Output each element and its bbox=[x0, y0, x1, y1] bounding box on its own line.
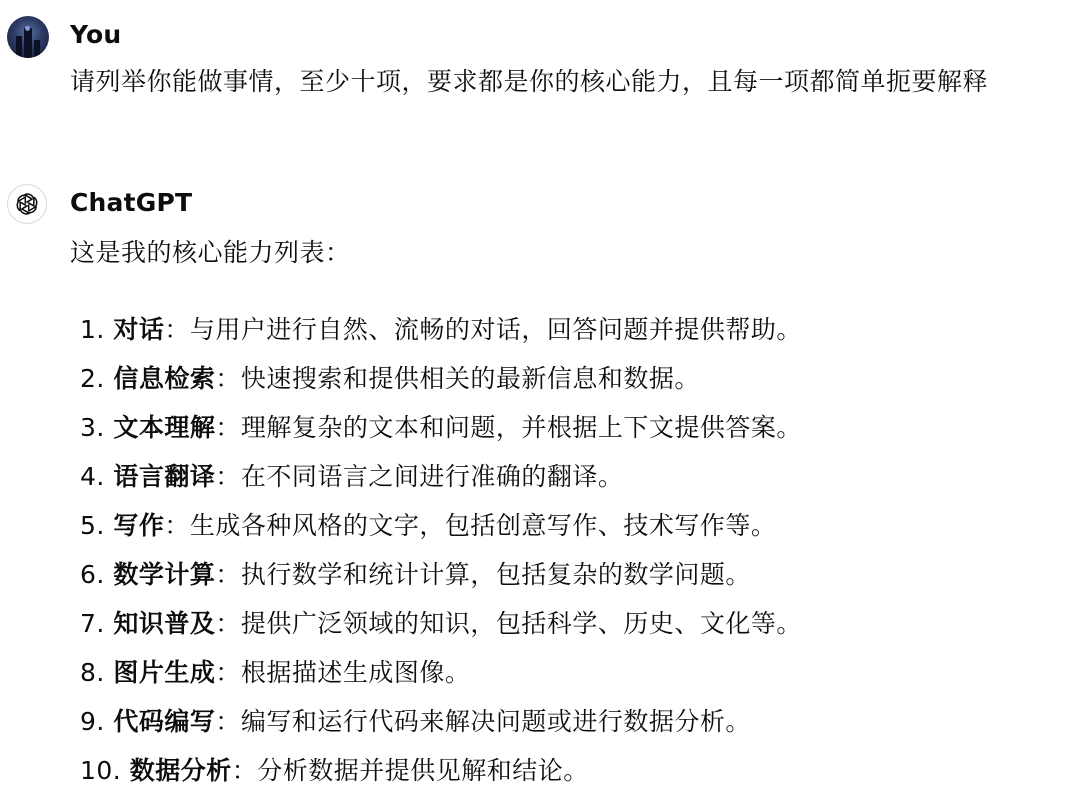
user-message: 请列举你能做事情，至少十项，要求都是你的核心能力，且每一项都简单扼要解释 bbox=[70, 67, 989, 96]
user-avatar bbox=[7, 16, 49, 58]
item-number: 7. bbox=[80, 609, 105, 638]
item-term: 图片生成 bbox=[113, 658, 216, 687]
item-number: 6. bbox=[80, 560, 105, 589]
item-term: 代码编写 bbox=[113, 707, 216, 736]
item-separator: ： bbox=[215, 609, 241, 638]
user-name: You bbox=[70, 20, 122, 49]
item-term: 对话 bbox=[113, 315, 165, 344]
list-item bbox=[80, 409, 802, 458]
list-item bbox=[80, 703, 802, 752]
item-separator: ： bbox=[215, 462, 241, 491]
item-number: 4. bbox=[80, 462, 105, 491]
list-item bbox=[80, 654, 802, 703]
item-separator: ： bbox=[215, 413, 241, 442]
item-number: 1. bbox=[80, 315, 105, 344]
item-number: 10. bbox=[80, 756, 122, 785]
item-term: 数据分析 bbox=[129, 756, 232, 785]
item-number: 8. bbox=[80, 658, 105, 687]
item-description: 快速搜索和提供相关的最新信息和数据。 bbox=[240, 364, 700, 393]
item-description: 与用户进行自然、流畅的对话，回答问题并提供帮助。 bbox=[189, 315, 802, 344]
item-separator: ： bbox=[215, 560, 241, 589]
item-number: 9. bbox=[80, 707, 105, 736]
item-term: 语言翻译 bbox=[113, 462, 216, 491]
assistant-name: ChatGPT bbox=[70, 188, 193, 217]
item-term: 知识普及 bbox=[113, 609, 216, 638]
item-separator: ： bbox=[164, 315, 190, 344]
item-term: 写作 bbox=[113, 511, 165, 540]
assistant-intro: 这是我的核心能力列表： bbox=[70, 238, 351, 267]
item-description: 理解复杂的文本和问题，并根据上下文提供答案。 bbox=[240, 413, 802, 442]
list-item bbox=[80, 605, 802, 654]
item-term: 数学计算 bbox=[113, 560, 216, 589]
item-description: 提供广泛领域的知识，包括科学、历史、文化等。 bbox=[240, 609, 802, 638]
openai-logo-icon bbox=[7, 184, 47, 224]
item-description: 生成各种风格的文字，包括创意写作、技术写作等。 bbox=[189, 511, 777, 540]
item-separator: ： bbox=[164, 511, 190, 540]
list-item bbox=[80, 311, 802, 360]
item-description: 分析数据并提供见解和结论。 bbox=[257, 756, 589, 785]
list-item bbox=[80, 556, 802, 605]
item-description: 根据描述生成图像。 bbox=[240, 658, 471, 687]
item-description: 在不同语言之间进行准确的翻译。 bbox=[240, 462, 624, 491]
item-separator: ： bbox=[215, 707, 241, 736]
list-item bbox=[80, 752, 802, 797]
item-separator: ： bbox=[231, 756, 258, 785]
item-separator: ： bbox=[215, 658, 241, 687]
item-number: 2. bbox=[80, 364, 105, 393]
capability-list bbox=[80, 311, 802, 797]
item-term: 文本理解 bbox=[113, 413, 216, 442]
item-term: 信息检索 bbox=[113, 364, 216, 393]
list-item bbox=[80, 458, 802, 507]
item-number: 5. bbox=[80, 511, 105, 540]
list-item bbox=[80, 507, 802, 556]
item-number: 3. bbox=[80, 413, 105, 442]
item-description: 编写和运行代码来解决问题或进行数据分析。 bbox=[240, 707, 751, 736]
item-description: 执行数学和统计计算，包括复杂的数学问题。 bbox=[240, 560, 751, 589]
list-item bbox=[80, 360, 802, 409]
item-separator: ： bbox=[215, 364, 241, 393]
